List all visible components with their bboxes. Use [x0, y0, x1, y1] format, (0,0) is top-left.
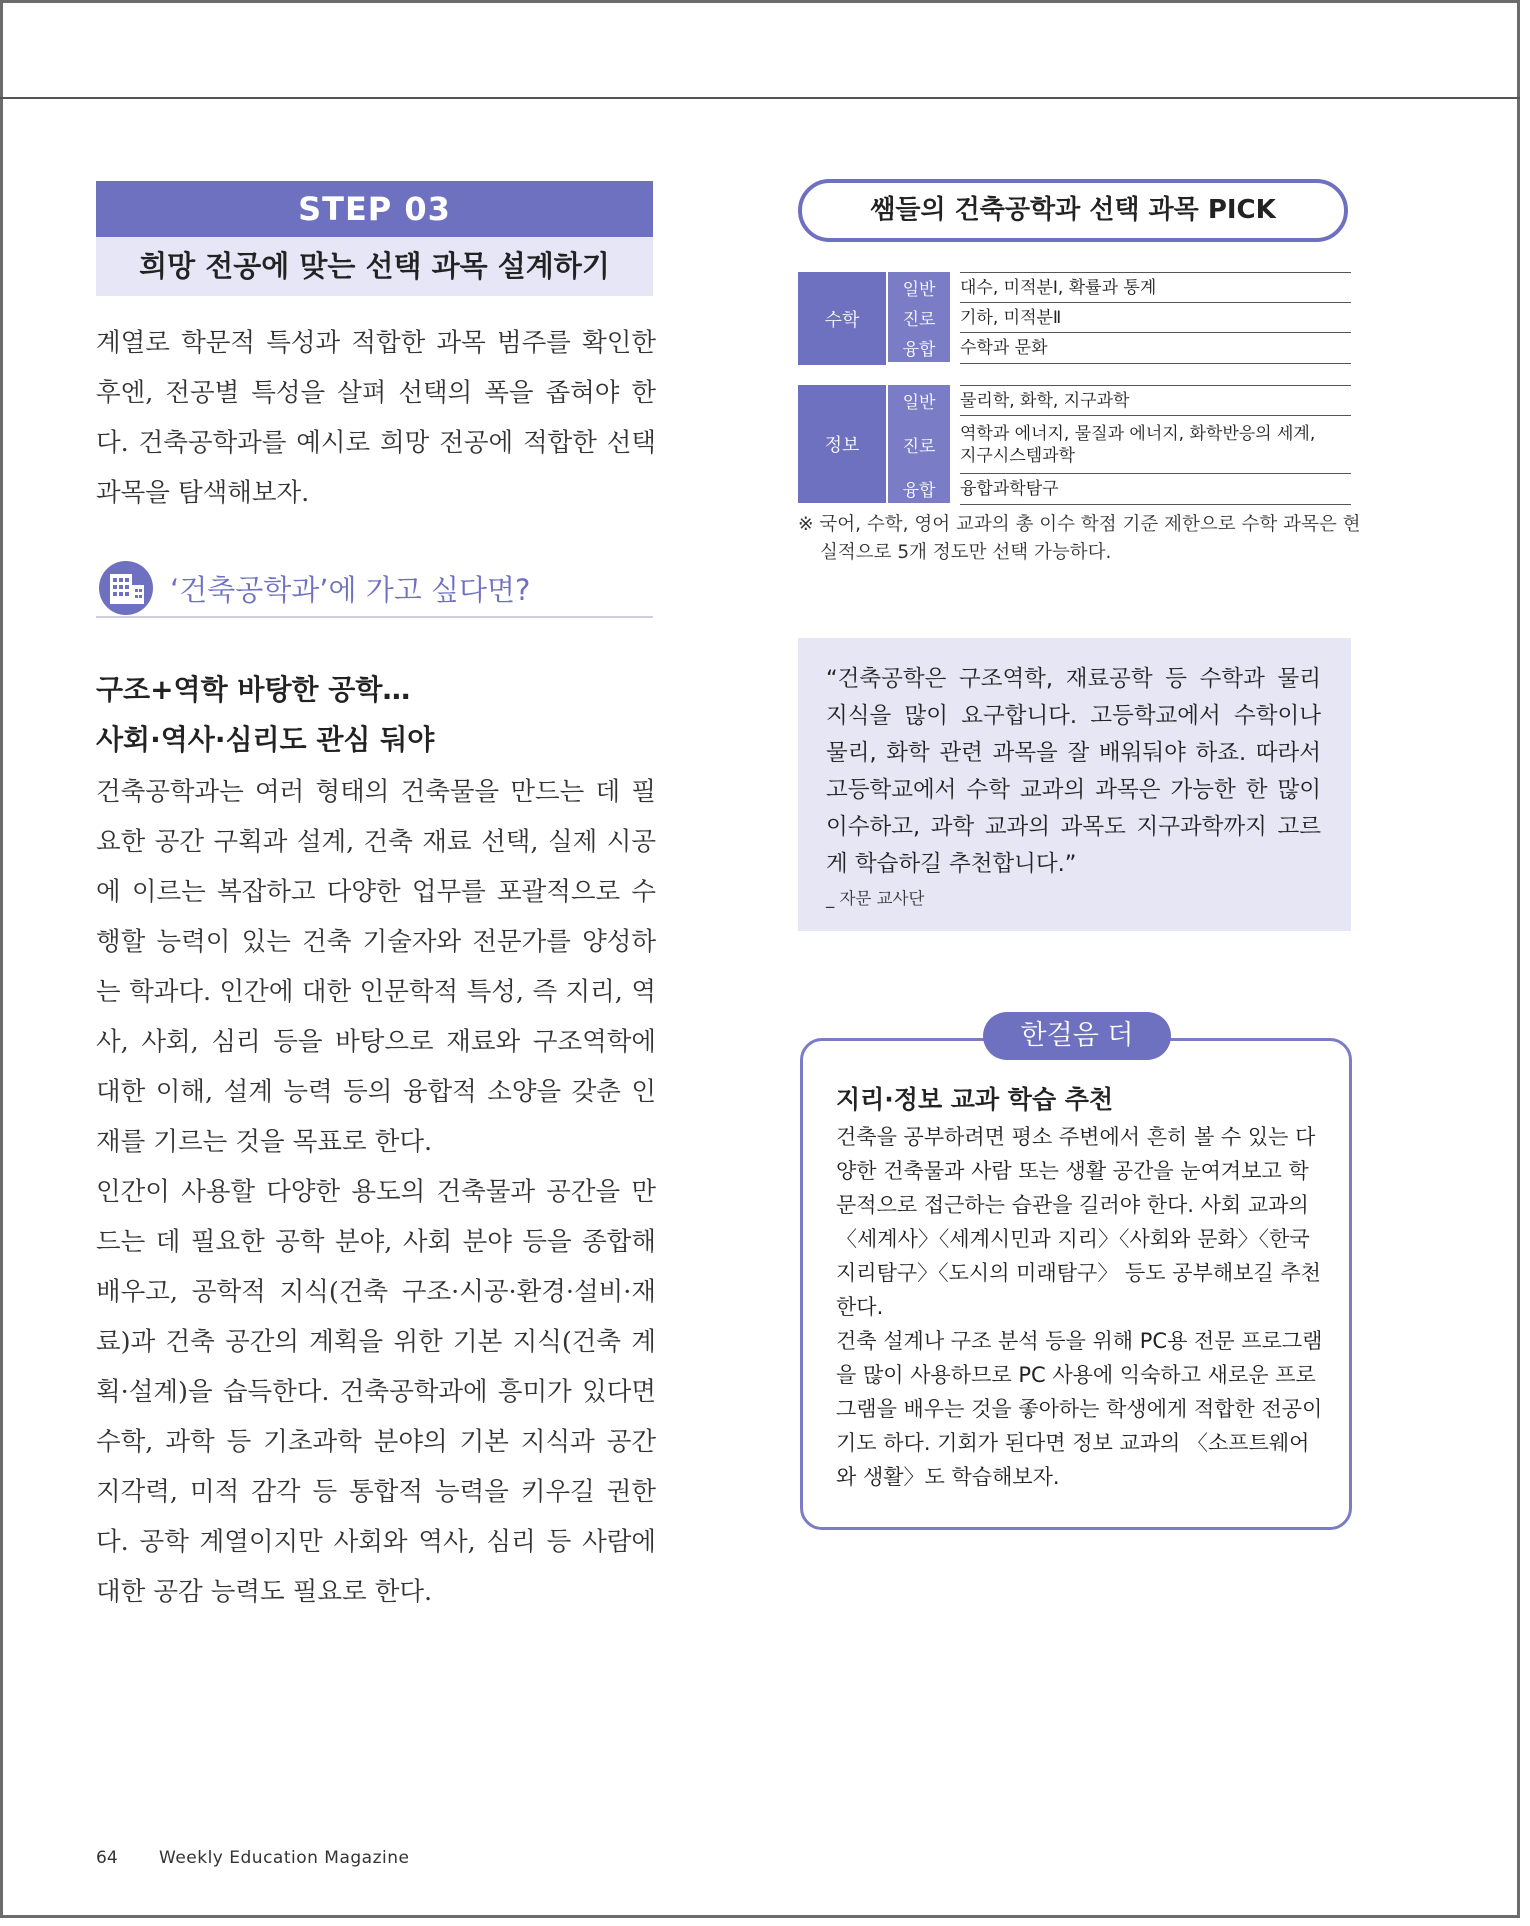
category-label: 정보 — [798, 385, 886, 503]
pick-table-math — [798, 272, 1351, 365]
one-step-more-tab: 한걸음 더 — [983, 1012, 1171, 1060]
row-value: 물리학, 화학, 지구과학 — [960, 385, 1351, 416]
row-label: 일반 — [888, 385, 950, 415]
table-row — [888, 385, 1351, 415]
body-paragraph-1: 건축공학과는 여러 형태의 건축물을 만드는 데 필요한 공간 구획과 설계, 건축 재료 선택, 실제 시공에 이르는 복잡하고 다양한 업무를 포괄적으로 수행할 능력이 있는 건축 기술자와 전문가를 양성하는 학과다. 인간에 대한 인문학적 특성, 즉 지리, 역사, 사회, 심리 등을 바탕으로 재료와 구조역학에 대한 이해, 설계 능력 등의 융합적 소양을 갖춘 인재를 기르는 것을 목표로 한다. — [96, 777, 656, 1157]
section-title: ‘건축공학과’에 가고 싶다면? — [170, 573, 531, 607]
pick-title: 쌤들의 건축공학과 선택 과목 PICK — [798, 179, 1348, 242]
table-row — [888, 415, 1351, 473]
one-step-more-heading: 지리·정보 교과 학습 추천 — [836, 1085, 1114, 1114]
row-label: 진로 — [888, 302, 950, 332]
row-value: 역학과 에너지, 물질과 에너지, 화학반응의 세계, 지구시스템과학 — [960, 415, 1351, 474]
row-label: 진로 — [888, 415, 950, 473]
category-label: 수학 — [798, 272, 886, 365]
magazine-name: Weekly Education Magazine — [159, 1848, 410, 1868]
step-label: STEP 03 — [96, 181, 653, 237]
subheading-line-1: 구조+역학 바탕한 공학… — [96, 673, 411, 706]
table-row — [888, 272, 1351, 302]
article-body — [96, 767, 656, 1617]
subheading-line-2: 사회·역사·심리도 관심 둬야 — [96, 723, 435, 756]
quote-source: _ 자문 교사단 — [826, 889, 925, 908]
body-paragraph-2: 인간이 사용할 다양한 용도의 건축물과 공간을 만드는 데 필요한 공학 분야, 사회 분야 등을 종합해 배우고, 공학적 지식(건축 구조·시공·환경·설비·재료)과 건축 공간의 계획을 위한 기본 지식(건축 계획·설계)을 습득한다. 건축공학과에 흥미가 있다면 수학, 과학 등 기초과학 분야의 기본 지식과 공간 지각력, 미적 감각 등 통합적 능력을 키우길 권한다. 공학 계열이지만 사회와 역사, 심리 등 사람에 대한 공감 능력도 필요로 한다. — [96, 1177, 656, 1607]
step-title: 희망 전공에 맞는 선택 과목 설계하기 — [96, 237, 653, 296]
step-banner — [96, 181, 653, 296]
more-paragraph-2: 건축 설계나 구조 분석 등을 위해 PC용 전문 프로그램을 많이 사용하므로 PC 사용에 익숙하고 새로운 프로그램을 배우는 것을 좋아하는 학생에게 적합한 전공이기도 하다. 기회가 된다면 정보 교과의 〈소프트웨어와 생활〉도 학습해보자. — [836, 1329, 1323, 1489]
row-label: 융합 — [888, 473, 950, 503]
row-value: 기하, 미적분Ⅱ — [960, 302, 1351, 333]
article-subheading — [96, 665, 656, 765]
table-row — [888, 473, 1351, 503]
row-value: 융합과학탐구 — [960, 473, 1351, 505]
quote-text: “건축공학은 구조역학, 재료공학 등 수학과 물리 지식을 많이 요구합니다. 고등학교에서 수학이나 물리, 화학 관련 과목을 잘 배워둬야 하죠. 따라서 고등학교에서 수학 교과의 과목은 가능한 한 많이 이수하고, 과학 교과의 과목도 지구과학까지 고르게 학습하길 추천합니다.” — [826, 666, 1321, 877]
more-paragraph-1: 건축을 공부하려면 평소 주변에서 흔히 볼 수 있는 다양한 건축물과 사람 또는 생활 공간을 눈여겨보고 학문적으로 접근하는 습관을 길러야 한다. 사회 교과의 〈세계사〉〈세계시민과 지리〉〈사회와 문화〉〈한국지리탐구〉〈도시의 미래탐구〉 등도 공부해보길 추천한다. — [836, 1125, 1321, 1319]
pick-table-info — [798, 385, 1351, 503]
row-label: 융합 — [888, 332, 950, 362]
table-row — [888, 302, 1351, 332]
row-label: 일반 — [888, 272, 950, 302]
table-row — [888, 332, 1351, 362]
page-number: 64 — [96, 1848, 118, 1868]
section-heading — [96, 558, 653, 618]
header-rule — [0, 97, 1520, 99]
teacher-quote-box — [798, 638, 1351, 931]
one-step-more-body — [836, 1120, 1326, 1494]
row-value: 대수, 미적분Ⅰ, 확률과 통계 — [960, 272, 1351, 303]
pick-note: ※ 국어, 수학, 영어 교과의 총 이수 학점 기준 제한으로 수학 과목은 현실적으로 5개 정도만 선택 가능하다. — [798, 514, 1361, 563]
building-icon — [96, 560, 160, 616]
intro-paragraph: 계열로 학문적 특성과 적합한 과목 범주를 확인한 후엔, 전공별 특성을 살펴 선택의 폭을 좁혀야 한다. 건축공학과를 예시로 희망 전공에 적합한 선택 과목을 탐색해보자. — [96, 328, 656, 508]
row-value: 수학과 문화 — [960, 332, 1351, 364]
